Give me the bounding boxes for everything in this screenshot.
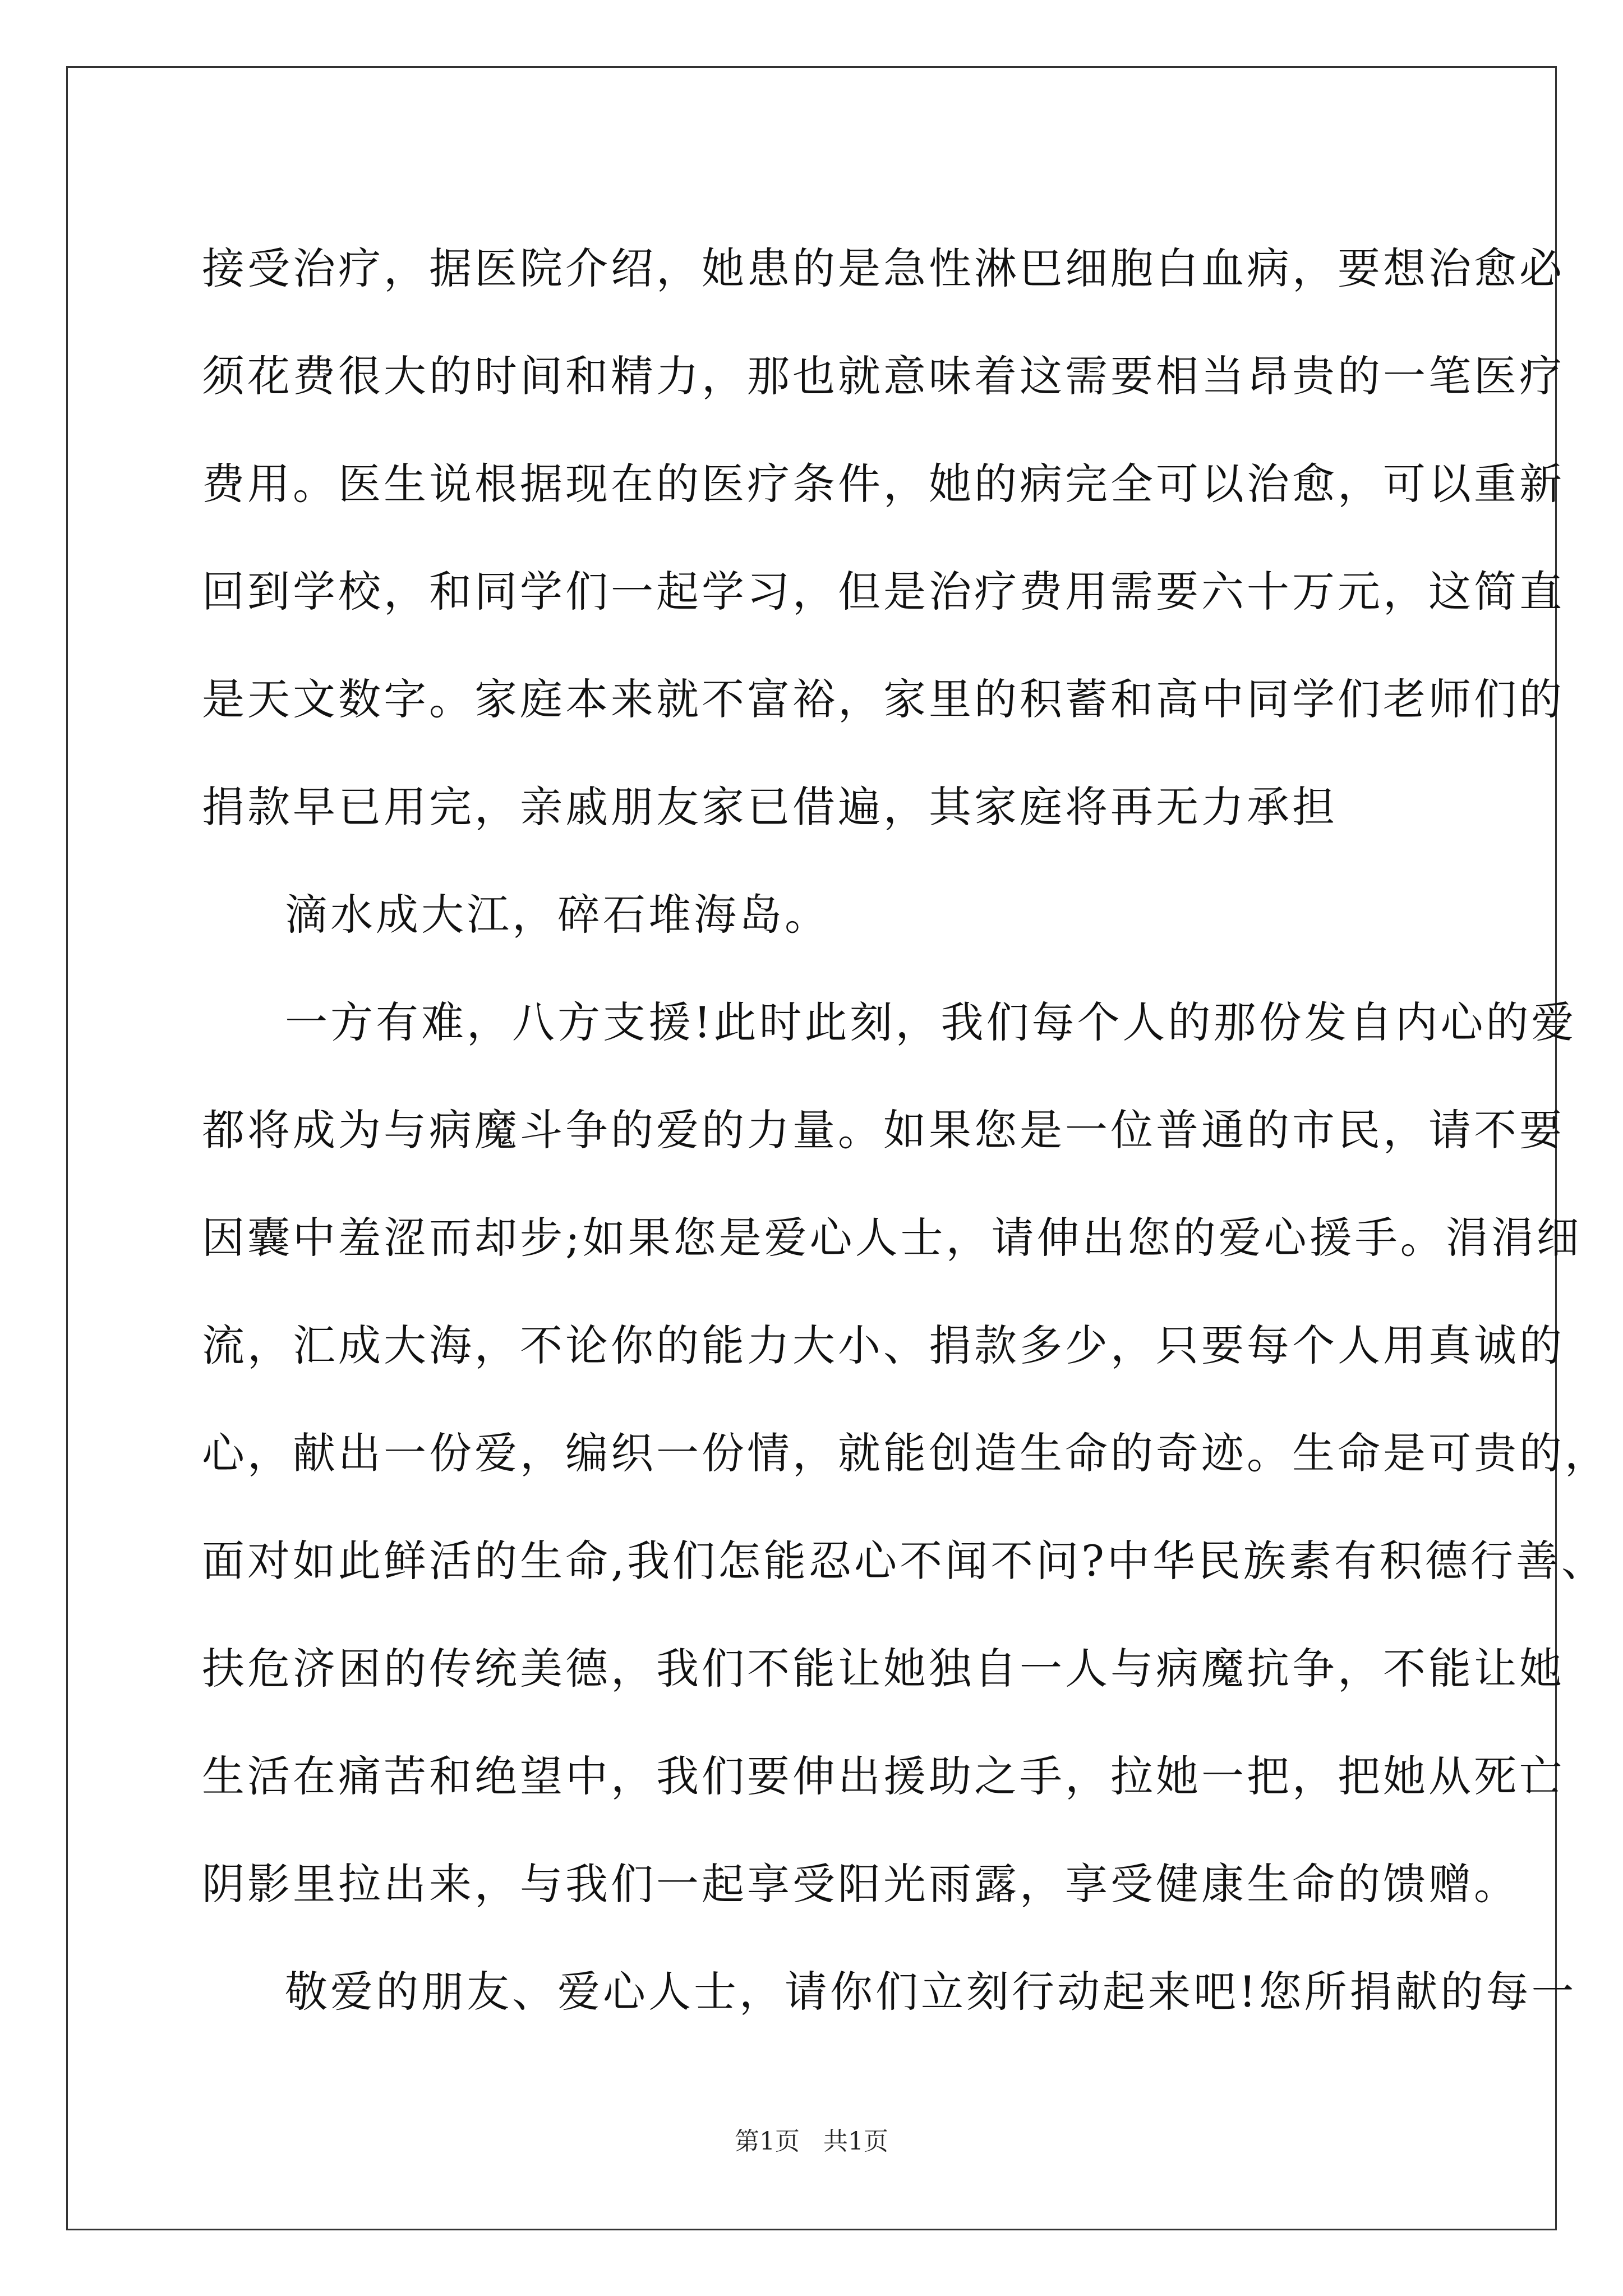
- text-line: 是天文数字。家庭本来就不富裕，家里的积蓄和高中同学们老师们的: [202, 674, 1565, 724]
- paragraph-start-line: 滴水成大江，碎石堆海岛。: [285, 890, 830, 940]
- text-line: 扶危济困的传统美德，我们不能让她独自一人与病魔抗争，不能让她: [202, 1644, 1565, 1694]
- text-line: 流，汇成大海，不论你的能力大小、捐款多少，只要每个人用真诚的: [202, 1320, 1565, 1370]
- text-line: 阴影里拉出来，与我们一起享受阳光雨露，享受健康生命的馈赠。: [202, 1859, 1519, 1909]
- text-line: 生活在痛苦和绝望中，我们要伸出援助之手，拉她一把，把她从死亡: [202, 1751, 1565, 1801]
- text-line: 费用。医生说根据现在的医疗条件，她的病完全可以治愈，可以重新: [202, 459, 1565, 509]
- text-line: 回到学校，和同学们一起学习，但是治疗费用需要六十万元，这简直: [202, 567, 1565, 616]
- text-line: 因囊中羞涩而却步;如果您是爱心人士，请伸出您的爱心援手。涓涓细: [202, 1213, 1582, 1263]
- paragraph-start-line: 一方有难，八方支援!此时此刻，我们每个人的那份发自内心的爱: [285, 997, 1577, 1047]
- text-line: 面对如此鲜活的生命,我们怎能忍心不闻不问?中华民族素有积德行善、: [202, 1536, 1607, 1586]
- text-line: 捐款早已用完，亲戚朋友家已借遍，其家庭将再无力承担: [202, 782, 1338, 832]
- paragraph-start-line: 敬爱的朋友、爱心人士，请你们立刻行动起来吧!您所捐献的每一: [285, 1967, 1577, 2017]
- text-line: 心，献出一份爱，编织一份情，就能创造生命的奇迹。生命是可贵的，: [202, 1428, 1610, 1478]
- document-body: [202, 215, 1610, 2046]
- text-line: 都将成为与病魔斗争的爱的力量。如果您是一位普通的市民，请不要: [202, 1105, 1565, 1155]
- text-line: 须花费很大的时间和精力，那也就意味着这需要相当昂贵的一笔医疗: [202, 351, 1565, 401]
- text-line: 接受治疗，据医院介绍，她患的是急性淋巴细胞白血病，要想治愈必: [202, 243, 1565, 293]
- page-footer: 第1页 共1页: [735, 2127, 888, 2156]
